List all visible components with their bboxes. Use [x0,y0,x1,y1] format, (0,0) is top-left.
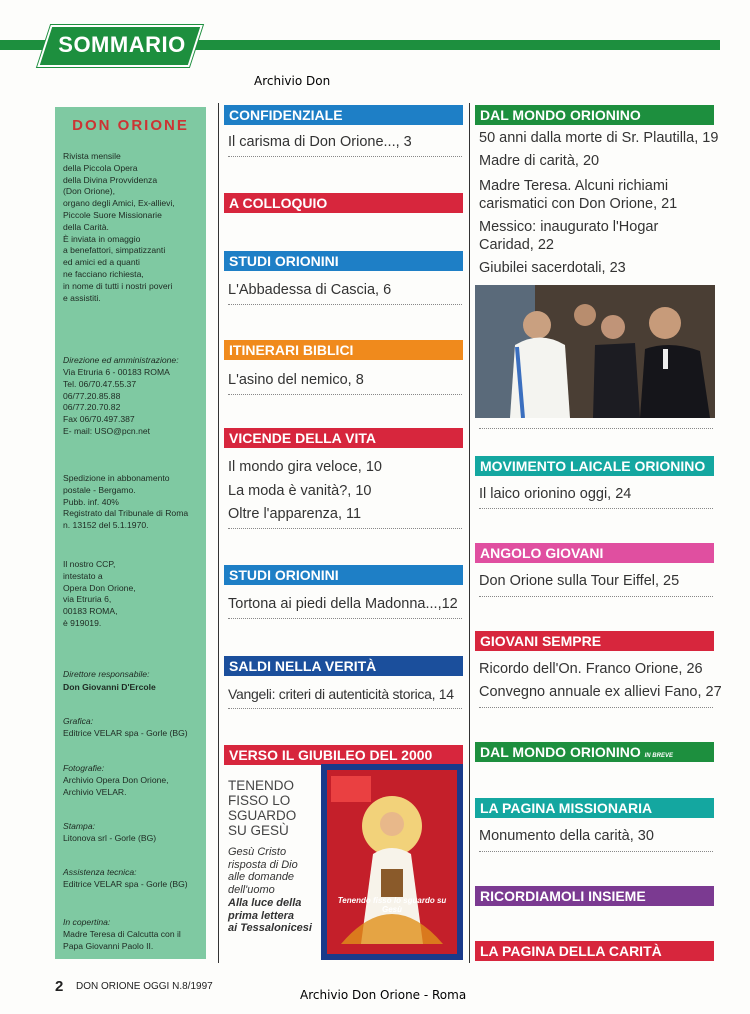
center-column-rule [469,103,470,963]
book-cover-image [321,764,463,960]
toc-entry[interactable]: L'asino del nemico, 8 [228,372,364,388]
section-label: DAL MONDO ORIONINO [480,744,641,760]
dotted-rule [228,394,462,395]
giubileo-subtitle: Gesù Cristo risposta di Dio alle domande dell'uomo [228,846,298,896]
sidebar-copertina-label: In copertina: [63,917,111,927]
section-itinerari-biblici: ITINERARI BIBLICI [224,340,463,360]
dotted-rule [228,528,462,529]
toc-entry[interactable]: Il laico orionino oggi, 24 [479,486,632,502]
christ-illustration [321,764,463,960]
dotted-rule [228,708,462,709]
section-ricordiamoli-insieme: RICORDIAMOLI INSIEME [475,886,714,906]
dotted-rule [479,428,713,429]
sidebar-spedizione: Spedizione in abbonamento postale - Bergamo. Pubb. inf. 40% Registrato dal Tribunale di Roma n. 13152 del 5.1.1970. [63,473,189,531]
sidebar-direttore-label: Direttore responsabile: [63,669,150,679]
section-suffix: IN BREVE [644,753,673,759]
toc-entry[interactable]: Oltre l'apparenza, 11 [228,506,362,522]
toc-entry[interactable]: Il carisma di Don Orione..., 3 [228,134,412,150]
sidebar-direzione: Via Etruria 6 - 00183 ROMA Tel. 06/70.47.55.37 06/77.20.85.88 06/77.20.70.82 Fax 06/70.497.387 E- mail: USO@pcn.net [63,367,170,436]
section-dal-mondo-orionino-breve [475,742,714,762]
section-saldi-nella-verita: SALDI NELLA VERITÀ [224,656,463,676]
page-number: 2 [55,978,64,995]
dotted-rule [228,304,462,305]
toc-entry[interactable]: Convegno annuale ex allievi Fano, 27 [479,684,722,700]
toc-entry[interactable]: Ricordo dell'On. Franco Orione, 26 [479,661,703,677]
dotted-rule [479,851,713,852]
sidebar-grafica: Editrice VELAR spa - Gorle (BG) [63,728,188,738]
dotted-rule [228,618,462,619]
photo-madre-teresa [475,285,715,418]
sidebar-assistenza-label: Assistenza tecnica: [63,867,137,877]
sidebar-intro: Rivista mensile della Piccola Opera della Divina Provvidenza (Don Orione), organo degli Amici, Ex-allievi, Piccole Suore Missionarie della Carità. È inviata in omaggio a benefattori, simpatizzanti ed amici ed a quanti ne facciano richiesta, in nome di tutti i nostri poveri e assistiti. [63,151,175,303]
sidebar-stampa-label: Stampa: [63,821,96,831]
toc-entry[interactable]: La moda è vanità?, 10 [228,483,372,499]
section-verso-il-giubileo: VERSO IL GIUBILEO DEL 2000 [224,745,463,765]
toc-entry[interactable]: Il mondo gira veloce, 10 [228,459,382,475]
section-vicende-della-vita: VICENDE DELLA VITA [224,428,463,448]
section-pagina-missionaria: LA PAGINA MISSIONARIA [475,798,714,818]
dotted-rule [228,156,462,157]
toc-entry[interactable]: Monumento della carità, 30 [479,828,654,844]
issue-label: DON ORIONE OGGI N.8/1997 [76,981,213,992]
toc-entry[interactable]: Giubilei sacerdotali, 23 [479,260,626,276]
toc-entry[interactable]: Don Orione sulla Tour Eiffel, 25 [479,573,680,589]
toc-entry[interactable]: Messico: inaugurato l'Hogar Caridad, 22 [479,219,659,253]
toc-entry[interactable]: L'Abbadessa di Cascia, 6 [228,282,392,298]
section-pagina-della-carita: LA PAGINA DELLA CARITÀ [475,941,714,961]
toc-entry[interactable]: Vangeli: criteri di autenticità storica, 14 [228,686,454,702]
toc-entry[interactable]: Madre di carità, 20 [479,153,600,169]
sidebar-direzione-label: Direzione ed amministrazione: [63,355,179,365]
section-a-colloquio: A COLLOQUIO [224,193,463,213]
section-confidenziale: CONFIDENZIALE [224,105,463,125]
dotted-rule [479,707,713,708]
sidebar-copertina: Madre Teresa di Calcutta con il Papa Giovanni Paolo II. [63,929,181,951]
sidebar-title: DON ORIONE [72,117,189,134]
toc-entry[interactable]: 50 anni dalla morte di Sr. Plautilla, 19 [479,130,719,146]
left-column-rule [218,103,219,963]
sidebar-grafica-label: Grafica: [63,716,94,726]
section-movimento-laicale: MOVIMENTO LAICALE ORIONINO [475,456,714,476]
cover-caption: Tenendo fisso lo sguardo su Gesù [337,896,447,914]
photo-illustration [475,285,715,418]
sidebar [55,107,206,959]
watermark-bottom: Archivio Don Orione - Roma [300,988,467,1002]
giubileo-headline: TENENDO FISSO LO SGUARDO SU GESÙ [228,778,297,838]
sidebar-assistenza: Editrice VELAR spa - Gorle (BG) [63,879,188,889]
giubileo-subtitle-bold: Alla luce della prima lettera ai Tessalonicesi [228,897,312,934]
section-studi-orionini-2: STUDI ORIONINI [224,565,463,585]
dotted-rule [479,596,713,597]
section-angolo-giovani: ANGOLO GIOVANI [475,543,714,563]
page-title: SOMMARIO [58,32,186,57]
toc-entry[interactable]: Tortona ai piedi della Madonna...,12 [228,596,458,612]
sidebar-fotografie: Archivio Opera Don Orione, Archivio VELAR. [63,775,169,797]
section-studi-orionini: STUDI ORIONINI [224,251,463,271]
watermark-top: Archivio Don [254,74,331,88]
dotted-rule [479,508,713,509]
section-giovani-sempre: GIOVANI SEMPRE [475,631,714,651]
toc-entry[interactable]: Madre Teresa. Alcuni richiami carismatici con Don Orione, 21 [479,178,678,212]
sidebar-fotografie-label: Fotografie: [63,763,105,773]
sidebar-ccp: Il nostro CCP, intestato a Opera Don Orione, via Etruria 6, 00183 ROMA, è 919019. [63,559,136,628]
sidebar-stampa: Litonova srl - Gorle (BG) [63,833,157,843]
sidebar-direttore: Don Giovanni D'Ercole [63,682,156,692]
section-dal-mondo-orionino: DAL MONDO ORIONINO [475,105,714,125]
